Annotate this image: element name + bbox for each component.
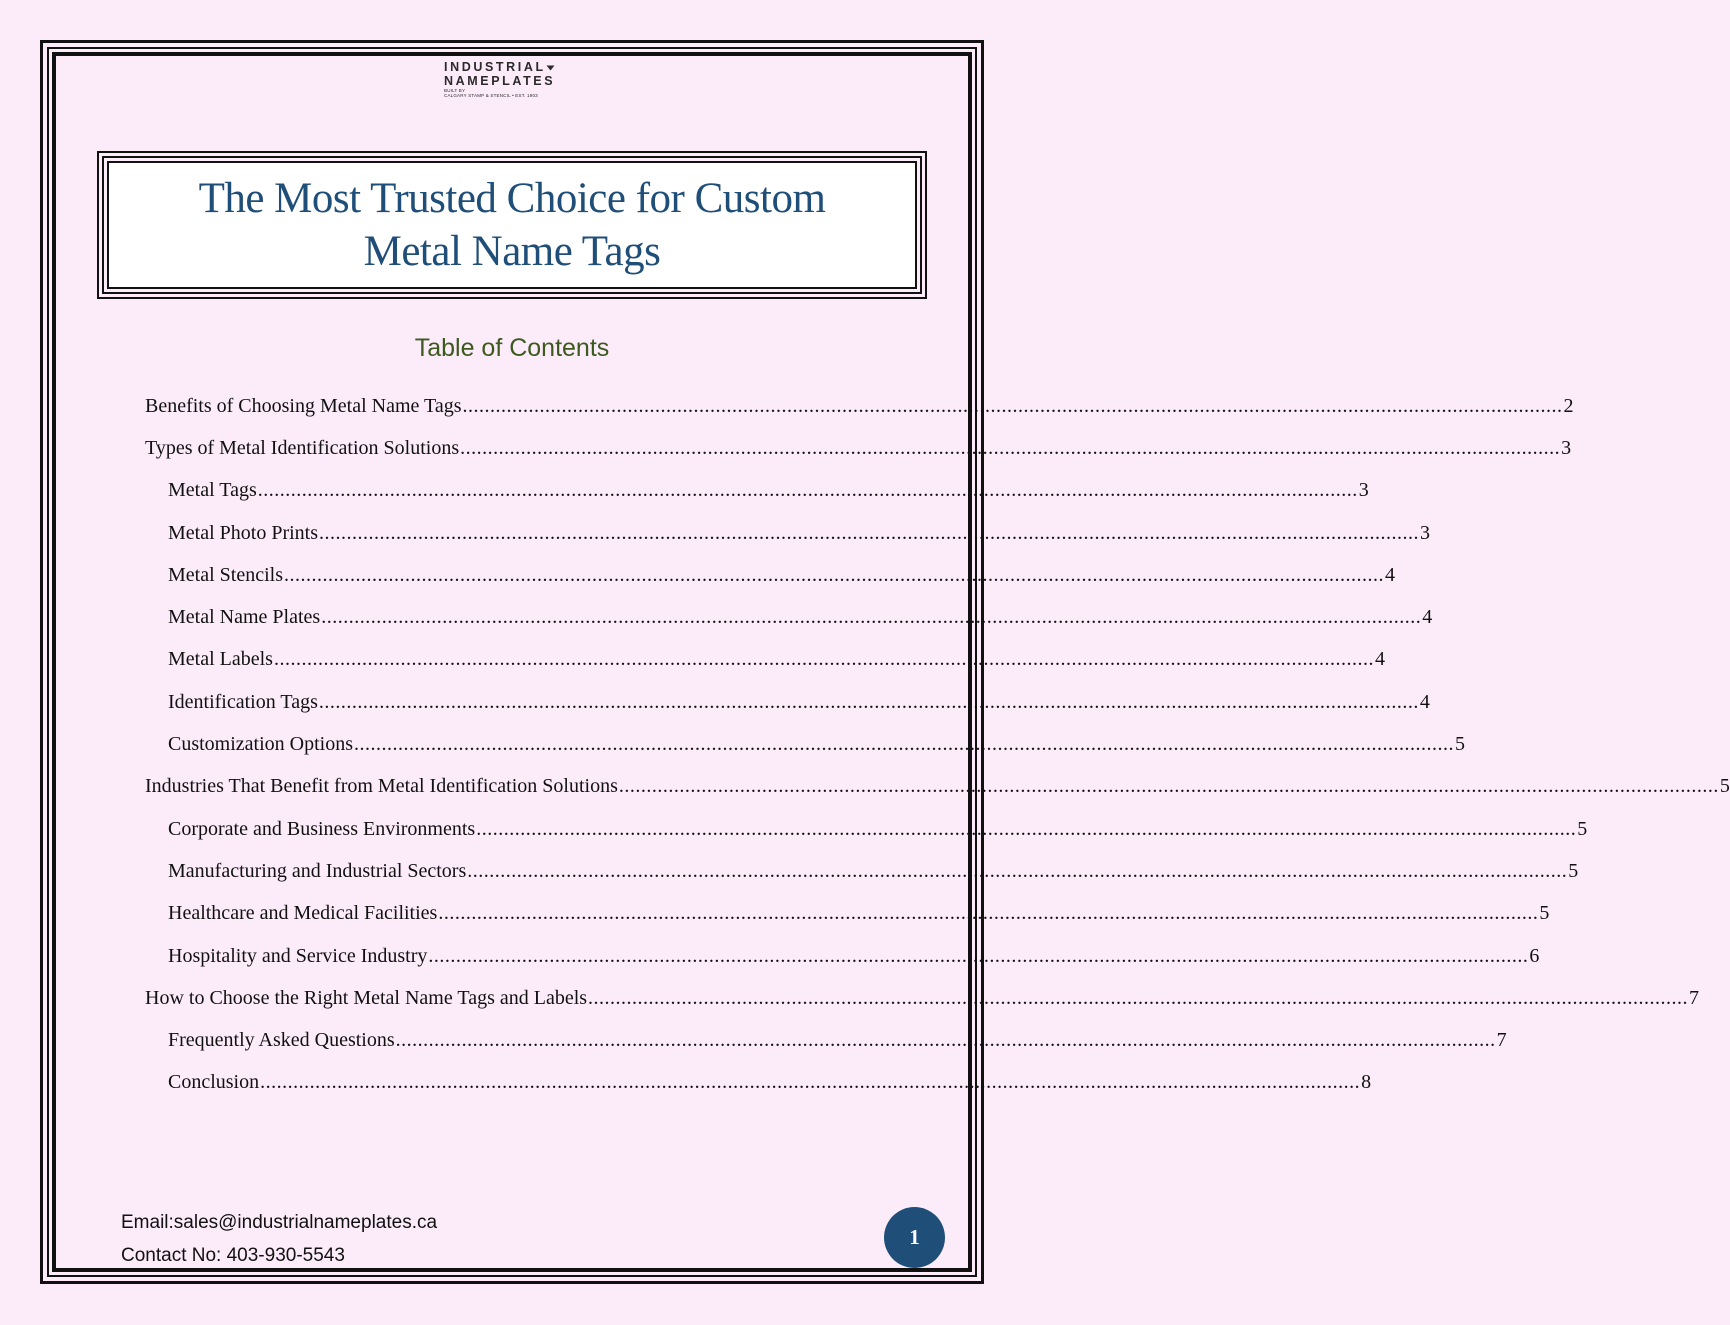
toc-entry-page: 5: [1577, 817, 1588, 840]
toc-leader-dots: ........................................................................................................................................................................................................: [588, 986, 1689, 1009]
toc-entry-page: 4: [1419, 690, 1430, 713]
toc-leader-dots: ........................................................................................................................................................................................................: [319, 521, 1420, 544]
toc-subentry[interactable]: [145, 512, 1431, 554]
toc-leader-dots: ........................................................................................................................................................................................................: [354, 733, 1454, 756]
toc-subentry[interactable]: [145, 808, 1588, 850]
toc-entry-label: Metal Stencils: [168, 563, 283, 586]
toc-subentry[interactable]: [145, 723, 1465, 765]
toc-leader-dots: ........................................................................................................................................................................................................: [395, 1029, 1496, 1052]
toc-leader-dots: ........................................................................................................................................................................................................: [260, 1071, 1361, 1094]
toc-subentry[interactable]: [145, 596, 1433, 638]
toc-leader-dots: ........................................................................................................................................................................................................: [321, 606, 1422, 629]
table-of-contents: [145, 385, 1730, 1104]
toc-leader-dots: ........................................................................................................................................................................................................: [428, 944, 1529, 967]
toc-leader-dots: ........................................................................................................................................................................................................: [476, 817, 1577, 840]
toc-subentry[interactable]: [145, 470, 1369, 512]
toc-entry-page: 7: [1689, 986, 1700, 1009]
toc-leader-dots: ........................................................................................................................................................................................................: [460, 436, 1561, 459]
toc-leader-dots: ........................................................................................................................................................................................................: [283, 563, 1384, 586]
toc-entry-label: Corporate and Business Environments: [168, 817, 476, 840]
toc-entry-label: Metal Tags: [168, 479, 257, 502]
toc-entry-page: 8: [1361, 1071, 1372, 1094]
toc-entry-page: 5: [1568, 859, 1579, 882]
toc-entry-label: Metal Photo Prints: [168, 521, 319, 544]
toc-subentry[interactable]: [145, 1062, 1372, 1104]
toc-entry-page: 5: [1455, 733, 1465, 756]
toc-subentry[interactable]: [145, 850, 1579, 892]
title-line-2: Metal Name Tags: [363, 228, 661, 275]
toc-entry[interactable]: [145, 427, 1572, 469]
toc-entry-label: How to Choose the Right Metal Name Tags and Labels: [145, 986, 588, 1009]
toc-heading: Table of Contents: [414, 334, 610, 362]
toc-entry-page: 3: [1561, 436, 1572, 459]
company-logo: [444, 60, 594, 110]
toc-entry-page: 4: [1384, 563, 1395, 586]
toc-entry[interactable]: [145, 766, 1730, 808]
toc-leader-dots: ........................................................................................................................................................................................................: [462, 394, 1563, 417]
contact-number: Contact No: 403-930-5543: [121, 1245, 345, 1266]
toc-entry-page: 3: [1420, 521, 1431, 544]
toc-entry-page: 2: [1563, 394, 1574, 417]
document-title: [199, 172, 826, 278]
toc-entry-label: Benefits of Choosing Metal Name Tags: [145, 394, 462, 417]
title-line-1: The Most Trusted Choice for Custom: [198, 175, 826, 222]
toc-entry-label: Conclusion: [168, 1071, 260, 1094]
toc-entry-page: 3: [1358, 479, 1369, 502]
logo-mark-icon: [546, 65, 554, 70]
email-link[interactable]: Email:sales@industrialnameplates.ca: [121, 1212, 438, 1233]
logo-tagline: CALGARY STAMP & STENCIL • EST. 1903: [444, 93, 538, 98]
toc-entry-label: Types of Metal Identification Solutions: [145, 436, 460, 459]
toc-entry-label: Metal Name Plates: [168, 606, 321, 629]
toc-entry[interactable]: [145, 977, 1700, 1019]
logo-line2: NAMEPLATES: [444, 74, 556, 88]
toc-entry-page: 5: [1539, 902, 1550, 925]
toc-leader-dots: ........................................................................................................................................................................................................: [273, 648, 1374, 671]
toc-subentry[interactable]: [145, 639, 1385, 681]
contact-info: [121, 1206, 437, 1272]
logo-line1: INDUSTRIAL: [444, 60, 546, 74]
toc-leader-dots: ........................................................................................................................................................................................................: [318, 690, 1419, 713]
toc-leader-dots: ........................................................................................................................................................................................................: [257, 479, 1358, 502]
toc-subentry[interactable]: [145, 893, 1550, 935]
toc-entry[interactable]: [145, 385, 1574, 427]
toc-entry-label: Manufacturing and Industrial Sectors: [168, 859, 467, 882]
title-box: [107, 161, 917, 289]
toc-subentry[interactable]: [145, 935, 1540, 977]
toc-entry-page: 6: [1529, 944, 1540, 967]
logo-built-by: BUILT BY: [444, 88, 466, 93]
toc-subentry[interactable]: [145, 1019, 1507, 1061]
toc-subentry[interactable]: [145, 681, 1430, 723]
toc-subentry[interactable]: [145, 554, 1395, 596]
toc-entry-label: Industries That Benefit from Metal Identification Solutions: [145, 775, 618, 798]
toc-entry-label: Hospitality and Service Industry: [168, 944, 428, 967]
toc-entry-label: Frequently Asked Questions: [168, 1029, 395, 1052]
toc-leader-dots: ........................................................................................................................................................................................................: [618, 775, 1719, 798]
toc-entry-label: Healthcare and Medical Facilities: [168, 902, 438, 925]
toc-entry-label: Identification Tags: [168, 690, 318, 713]
toc-entry-page: 4: [1422, 606, 1433, 629]
toc-entry-page: 5: [1719, 775, 1730, 798]
toc-entry-page: 4: [1374, 648, 1385, 671]
toc-entry-label: Metal Labels: [168, 648, 273, 671]
toc-leader-dots: ........................................................................................................................................................................................................: [467, 859, 1568, 882]
page-number-badge: 1: [884, 1207, 945, 1268]
toc-entry-page: 7: [1496, 1029, 1507, 1052]
toc-entry-label: Customization Options: [168, 733, 353, 756]
toc-leader-dots: ........................................................................................................................................................................................................: [438, 902, 1539, 925]
